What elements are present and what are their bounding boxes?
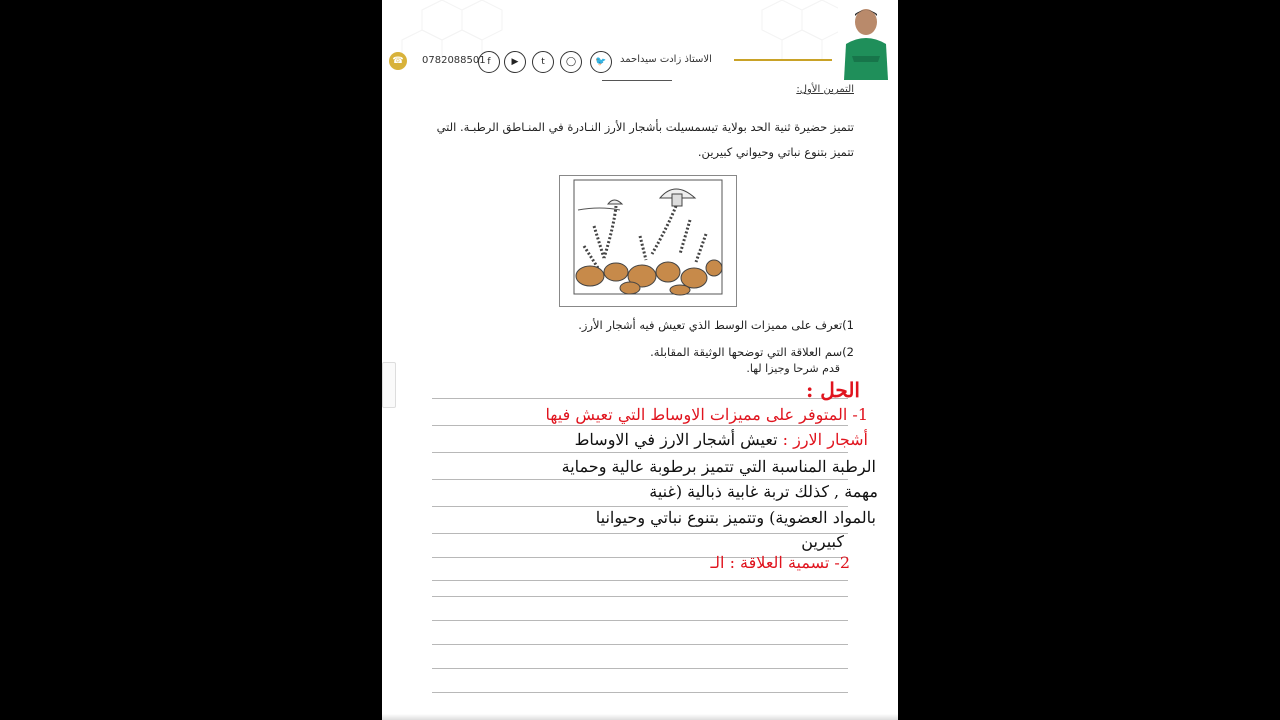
ruled-line <box>432 580 848 581</box>
page-bottom-edge <box>382 714 898 720</box>
handwritten-line-7: 2- تسمية العلاقة : الـ <box>710 553 850 572</box>
handwritten-heading: الحل : <box>805 378 860 402</box>
question-1-text: تعرف على مميزات الوسط الذي تعيش فيه أشجار الأرز. <box>578 318 843 332</box>
mycorrhiza-illustration <box>560 176 736 306</box>
exercise-title: التمرين الأول: <box>796 84 854 95</box>
question-2-number: 2) <box>842 345 854 359</box>
ruled-line <box>432 644 848 645</box>
ruled-line <box>432 668 848 669</box>
handwritten-line-4: مهمة , كذلك تربة غابية ذبالية (غنية <box>649 482 878 501</box>
instagram-icon[interactable]: ◯ <box>560 51 582 73</box>
teacher-name: الاستاذ زادت سيداحمد <box>620 54 712 65</box>
youtube-icon[interactable]: ▶ <box>504 51 526 73</box>
handwritten-line-5: بالمواد العضوية) وتتميز بتنوع نباتي وحيوانيا <box>595 508 876 527</box>
handwritten-line-1: 1- المتوفر على مميزات الاوساط التي تعيش فيها <box>545 405 868 424</box>
phone-number: 0782088501 <box>422 55 486 66</box>
question-1-number: 1) <box>842 318 854 332</box>
handwritten-line-3: الرطبة المناسبة التي تتميز برطوبة عالية وحماية <box>561 457 876 476</box>
intro-line-2: تتميز بتنوع نباتي وحيواني كبيرين. <box>697 145 854 159</box>
mycorrhiza-figure <box>559 175 737 307</box>
viewer-scroll-handle[interactable] <box>382 362 396 408</box>
ruled-line <box>432 596 848 597</box>
ruled-line <box>432 398 848 399</box>
teacher-photo <box>838 4 894 80</box>
twitter-icon[interactable]: 🐦 <box>590 51 612 73</box>
ruled-line <box>432 425 848 426</box>
ruled-line <box>432 479 848 480</box>
ruled-line <box>432 506 848 507</box>
question-2 <box>650 345 854 359</box>
phone-icon[interactable]: ☎ <box>389 52 407 70</box>
worksheet-header <box>382 0 898 90</box>
worksheet-page <box>382 0 898 720</box>
ruled-line <box>432 452 848 453</box>
ruled-line <box>432 533 848 534</box>
facebook-icon[interactable]: f <box>478 51 500 73</box>
question-2-text: سم العلاقة التي توضحها الوثيقة المقابلة. <box>650 345 843 359</box>
ruled-line <box>432 620 848 621</box>
header-underline <box>602 80 672 81</box>
intro-line-1: تتميز حضيرة ثنية الحد بولاية تيسمسيلت بأشجار الأرز النـادرة في المنـاطق الرطبـة. التي <box>436 120 854 134</box>
ruled-line <box>432 692 848 693</box>
handwritten-line-2-red: أشجار الارز : <box>782 430 868 449</box>
header-gold-divider <box>734 59 832 61</box>
tumblr-icon[interactable]: t <box>532 51 554 73</box>
handwritten-line-2-black: تعيش أشجار الارز في الاوساط <box>574 430 778 449</box>
handwritten-line-2 <box>575 430 868 449</box>
handwritten-line-6: كبيرين <box>801 532 844 551</box>
question-2-sub: قدم شرحا وجيزا لها. <box>746 362 840 375</box>
question-1 <box>578 318 854 332</box>
